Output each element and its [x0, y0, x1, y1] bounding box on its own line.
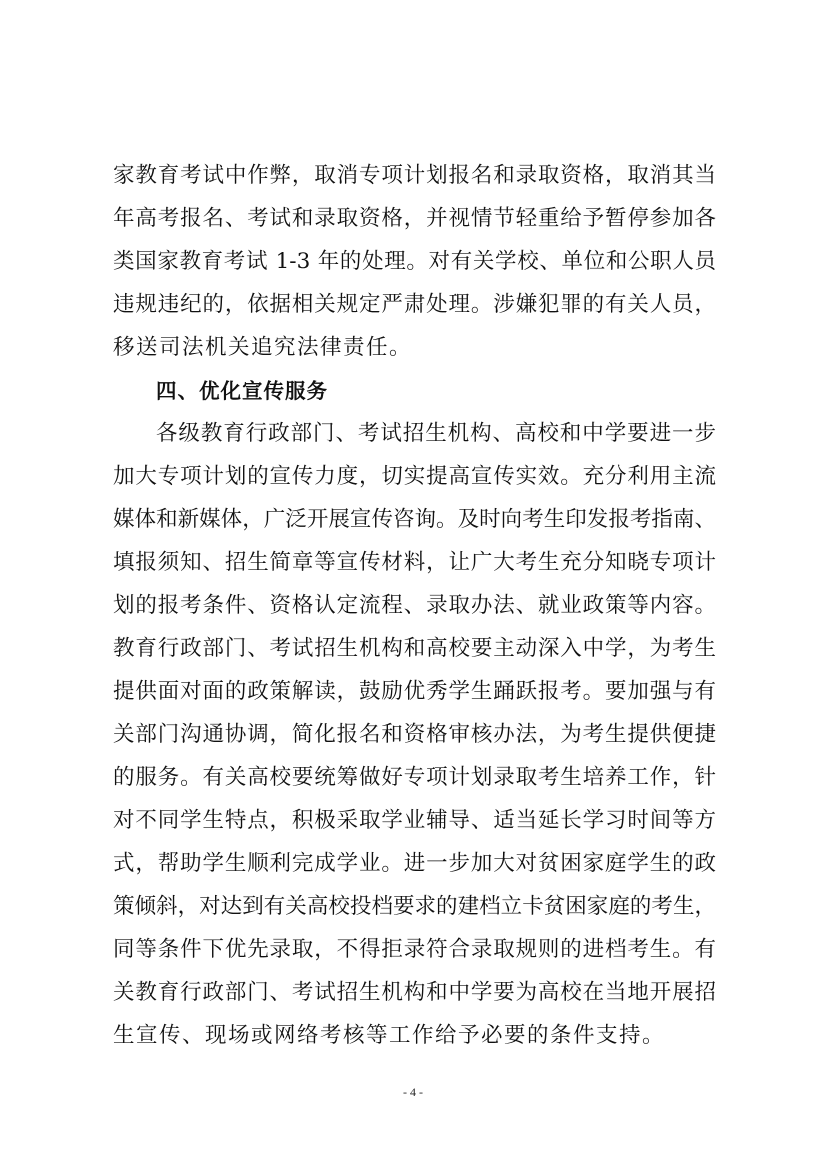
section-line-13: 同等条件下优先录取，不得拒录符合录取规则的进档考生。有	[113, 937, 716, 962]
paragraph-1-line-3: 类国家教育考试 1-3 年的处理。对有关学校、单位和公职人员	[113, 249, 716, 274]
section-line-9: 的服务。有关高校要统筹做好专项计划录取考生培养工作，针	[113, 765, 716, 790]
paragraph-1-line-5: 移送司法机关追究法律责任。	[113, 335, 413, 360]
section-line-7: 提供面对面的政策解读，鼓励优秀学生踊跃报考。要加强与有	[113, 679, 716, 704]
section-heading: 四、优化宣传服务	[156, 379, 328, 403]
paragraph-1-line-2: 年高考报名、考试和录取资格，并视情节轻重给予暂停参加各	[113, 206, 716, 231]
section-line-2: 加大专项计划的宣传力度，切实提高宣传实效。充分利用主流	[113, 464, 716, 489]
section-line-15: 生宣传、现场或网络考核等工作给予必要的条件支持。	[113, 1023, 666, 1048]
section-line-14: 关教育行政部门、考试招生机构和中学要为高校在当地开展招	[113, 980, 716, 1005]
section-line-8: 关部门沟通协调，简化报名和资格审核办法，为考生提供便捷	[113, 722, 716, 747]
section-line-4: 填报须知、招生简章等宣传材料，让广大考生充分知晓专项计	[113, 550, 716, 575]
section-line-10: 对不同学生特点，积极采取学业辅导、适当延长学习时间等方	[113, 808, 716, 833]
section-line-6: 教育行政部门、考试招生机构和高校要主动深入中学，为考生	[113, 636, 716, 661]
page-number: - 4 -	[403, 1085, 423, 1099]
section-line-11: 式，帮助学生顺利完成学业。进一步加大对贫困家庭学生的政	[113, 851, 716, 876]
section-line-5: 划的报考条件、资格认定流程、录取办法、就业政策等内容。	[113, 593, 716, 618]
paragraph-1-line-4: 违规违纪的，依据相关规定严肃处理。涉嫌犯罪的有关人员，	[113, 292, 716, 317]
section-line-12: 策倾斜，对达到有关高校投档要求的建档立卡贫困家庭的考生，	[113, 894, 716, 919]
paragraph-1-line-1: 家教育考试中作弊，取消专项计划报名和录取资格，取消其当	[113, 163, 716, 188]
section-line-1: 各级教育行政部门、考试招生机构、高校和中学要进一步	[156, 421, 716, 446]
section-line-3: 媒体和新媒体，广泛开展宣传咨询。及时向考生印发报考指南、	[113, 507, 716, 532]
